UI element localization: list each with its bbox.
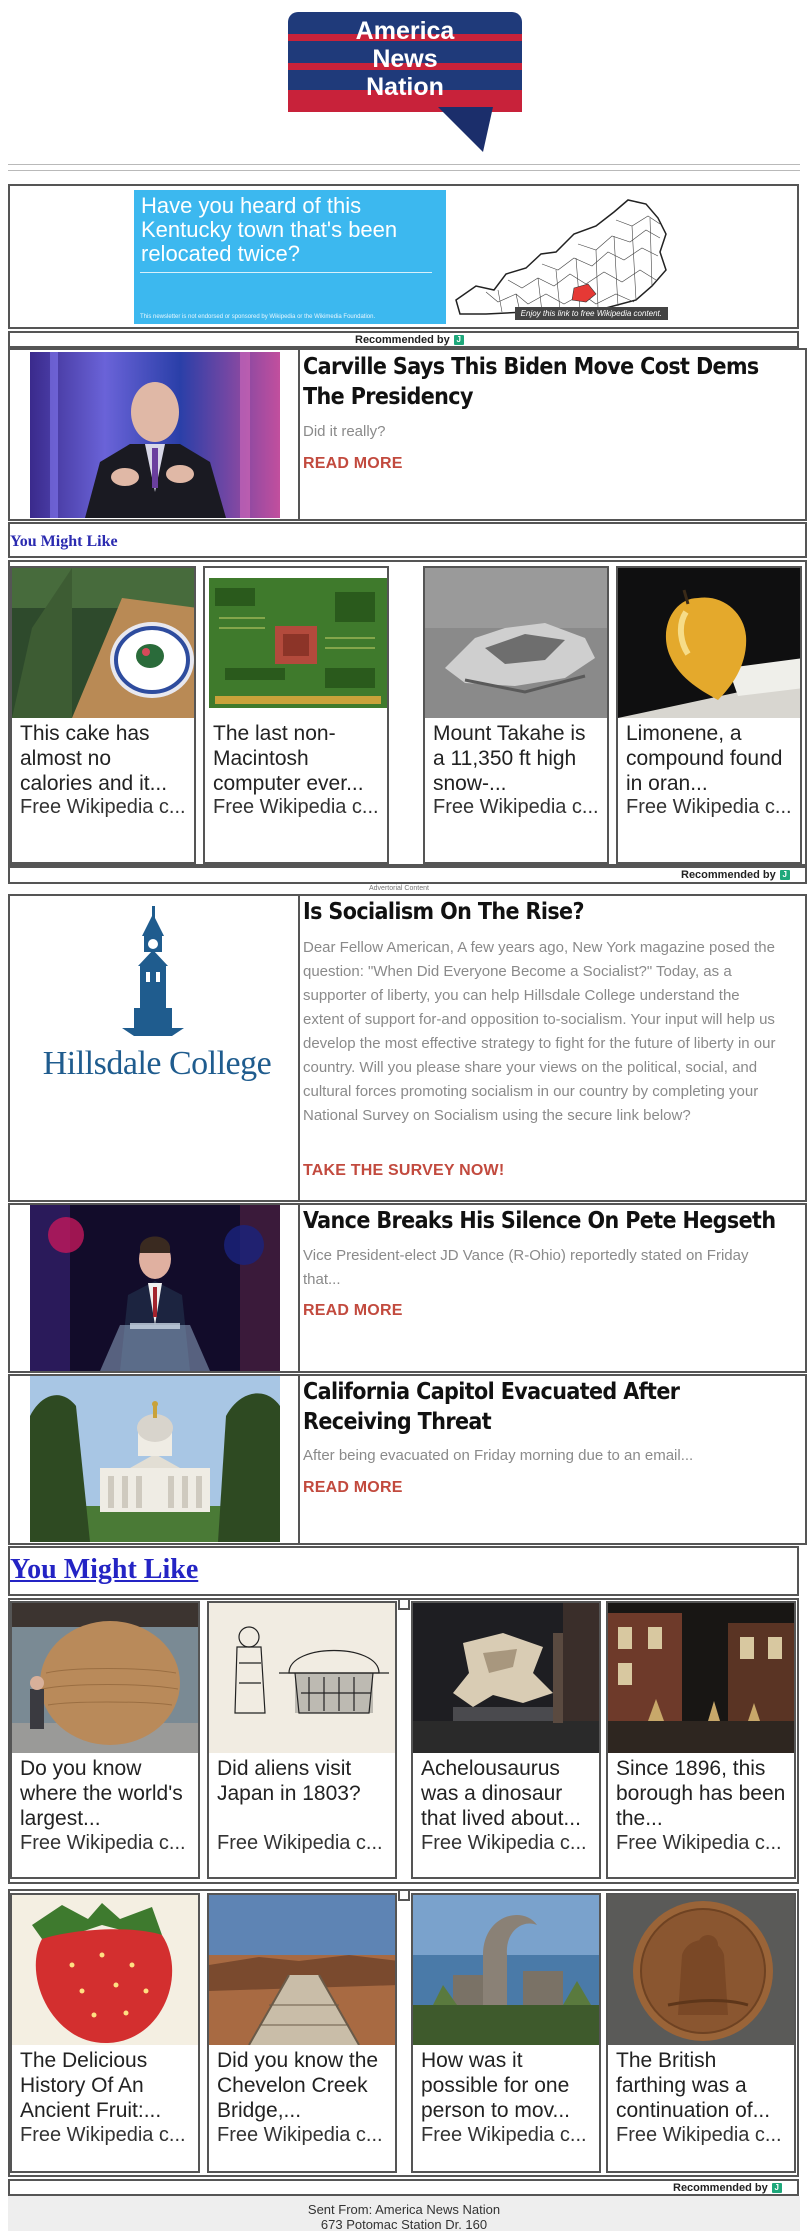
card-title: Since 1896, this borough has been the... bbox=[616, 1757, 786, 1830]
card-title: Do you know where the world's largest... bbox=[20, 1757, 183, 1830]
footer bbox=[8, 2196, 800, 2231]
top-ad-headline: Have you heard of this Kentucky town that's been relocated twice? bbox=[141, 193, 398, 266]
article-title[interactable]: Vance Breaks His Silence On Pete Hegseth bbox=[303, 1208, 776, 1234]
brand-line-1: America bbox=[355, 17, 455, 45]
card-source: Free Wikipedia c... bbox=[20, 796, 186, 818]
article-image-capitol[interactable] bbox=[30, 1376, 280, 1542]
card-title: Mount Takahe is a 11,350 ft high snow-... bbox=[433, 722, 586, 795]
recommendation-card[interactable] bbox=[411, 1893, 601, 2173]
recommendation-card[interactable] bbox=[207, 1601, 397, 1879]
read-more-link[interactable]: READ MORE bbox=[303, 1302, 403, 1319]
card-title: How was it possible for one person to mov... bbox=[421, 2049, 571, 2122]
header-divider bbox=[8, 170, 800, 171]
article-teaser: Did it really? bbox=[303, 423, 386, 440]
advertorial-label: Advertorial Content bbox=[369, 885, 429, 892]
brand-line-2: News bbox=[372, 45, 438, 73]
card-source: Free Wikipedia c... bbox=[421, 2124, 587, 2146]
card-source: Free Wikipedia c... bbox=[433, 796, 599, 818]
card-image bbox=[413, 1895, 599, 2045]
card-title: The British farthing was a continuation of... bbox=[616, 2049, 771, 2122]
kentucky-map-icon bbox=[446, 190, 672, 324]
card-image bbox=[618, 568, 800, 718]
card-image bbox=[425, 568, 607, 718]
header-divider bbox=[8, 164, 800, 165]
recommendation-card[interactable] bbox=[203, 566, 389, 864]
recommended-by[interactable] bbox=[673, 2180, 782, 2196]
recommendation-card[interactable] bbox=[616, 566, 802, 864]
recommender-logo-icon: J bbox=[772, 2183, 782, 2193]
card-source: Free Wikipedia c... bbox=[213, 796, 379, 818]
recommendation-card[interactable] bbox=[10, 1893, 200, 2173]
recommended-by[interactable] bbox=[355, 332, 464, 348]
recommendation-card[interactable] bbox=[423, 566, 609, 864]
card-source: Free Wikipedia c... bbox=[626, 796, 792, 818]
card-source: Free Wikipedia c... bbox=[20, 1832, 186, 1854]
you-might-like-header bbox=[8, 522, 807, 558]
card-title: The last non-Macintosh computer ever... bbox=[213, 722, 364, 795]
card-source: Free Wikipedia c... bbox=[616, 1832, 782, 1854]
card-source: Free Wikipedia c... bbox=[421, 1832, 587, 1854]
recommender-logo-icon: J bbox=[780, 870, 790, 880]
card-image bbox=[12, 1895, 198, 2045]
article-teaser: After being evacuated on Friday morning due to an email... bbox=[303, 1447, 694, 1464]
recommended-label: Recommended by bbox=[355, 334, 450, 346]
recommendation-card[interactable] bbox=[10, 1601, 200, 1879]
article-image-carville[interactable] bbox=[30, 352, 280, 518]
article-image-vance[interactable] bbox=[30, 1205, 280, 1371]
hillsdale-logo-text: Hillsdale College bbox=[42, 1045, 272, 1082]
card-source: Free Wikipedia c... bbox=[217, 2124, 383, 2146]
card-image bbox=[205, 568, 387, 718]
card-title: Limonene, a compound found in oran... bbox=[626, 722, 783, 795]
recommender-logo-icon: J bbox=[454, 335, 464, 345]
card-image bbox=[209, 1603, 395, 1753]
you-might-like-heading: You Might Like bbox=[10, 533, 118, 550]
recommendation-card[interactable] bbox=[411, 1601, 601, 1879]
card-image bbox=[608, 1603, 794, 1753]
recommendation-card[interactable] bbox=[606, 1893, 796, 2173]
card-image bbox=[608, 1895, 794, 2045]
footer-sender: Sent From: America News Nation bbox=[307, 2202, 501, 2217]
footer-address: 673 Potomac Station Dr. 160 bbox=[320, 2217, 488, 2232]
read-more-link[interactable]: READ MORE bbox=[303, 455, 403, 472]
take-survey-link[interactable]: TAKE THE SURVEY NOW! bbox=[303, 1162, 505, 1179]
card-title: Achelousaurus was a dinosaur that lived about... bbox=[421, 1757, 581, 1830]
card-image bbox=[413, 1603, 599, 1753]
card-source: Free Wikipedia c... bbox=[616, 2124, 782, 2146]
card-title: This cake has almost no calories and it... bbox=[20, 722, 168, 795]
read-more-link[interactable]: READ MORE bbox=[303, 1479, 403, 1496]
top-ad-banner[interactable] bbox=[134, 190, 672, 324]
advertorial-body: Dear Fellow American, A few years ago, New York magazine posed the question: "When Did Everyone Become a Socialist?" Today, as a supporter of liberty, you can help Hillsdale College understand the extent of support for-and opposition to-socialism. Your input will help us develop the most effective strategy to fight for the future of liberty in our country. Will you please share your views on the political, social, and cultural forces promoting socialism in our country by completing your National Survey on Socialism using the secure link below? bbox=[303, 939, 776, 1124]
card-image bbox=[12, 568, 194, 718]
recommended-label: Recommended by bbox=[673, 2182, 768, 2194]
hillsdale-college-logo[interactable] bbox=[22, 896, 292, 1096]
top-ad-cta: Enjoy this link to free Wikipedia content. bbox=[515, 307, 668, 320]
card-image bbox=[12, 1603, 198, 1753]
card-title: The Delicious History Of An Ancient Fruit:... bbox=[20, 2049, 162, 2122]
card-source: Free Wikipedia c... bbox=[217, 1832, 383, 1854]
recommendation-card[interactable] bbox=[606, 1601, 796, 1879]
card-image bbox=[209, 1895, 395, 2045]
article-title[interactable]: California Capitol Evacuated After Receiving Threat bbox=[303, 1379, 680, 1435]
advertorial-title[interactable]: Is Socialism On The Rise? bbox=[303, 899, 584, 925]
recommended-label: Recommended by bbox=[681, 869, 776, 881]
brand-logo[interactable] bbox=[288, 12, 522, 152]
card-title: Did aliens visit Japan in 1803? bbox=[217, 1757, 361, 1805]
recommended-by[interactable] bbox=[681, 867, 790, 883]
brand-line-3: Nation bbox=[366, 73, 444, 101]
recommendation-card[interactable] bbox=[10, 566, 196, 864]
card-source: Free Wikipedia c... bbox=[20, 2124, 186, 2146]
you-might-like-heading-link[interactable]: You Might Like bbox=[10, 1554, 199, 1585]
card-title: Did you know the Chevelon Creek Bridge,... bbox=[217, 2049, 379, 2122]
article-title[interactable]: Carville Says This Biden Move Cost Dems The Presidency bbox=[303, 354, 759, 410]
top-ad-disclaimer: This newsletter is not endorsed or sponsored by Wikipedia or the Wikimedia Foundation. bbox=[140, 314, 376, 320]
recommendation-card[interactable] bbox=[207, 1893, 397, 2173]
article-teaser: Vice President-elect JD Vance (R-Ohio) reportedly stated on Friday that... bbox=[303, 1247, 749, 1288]
